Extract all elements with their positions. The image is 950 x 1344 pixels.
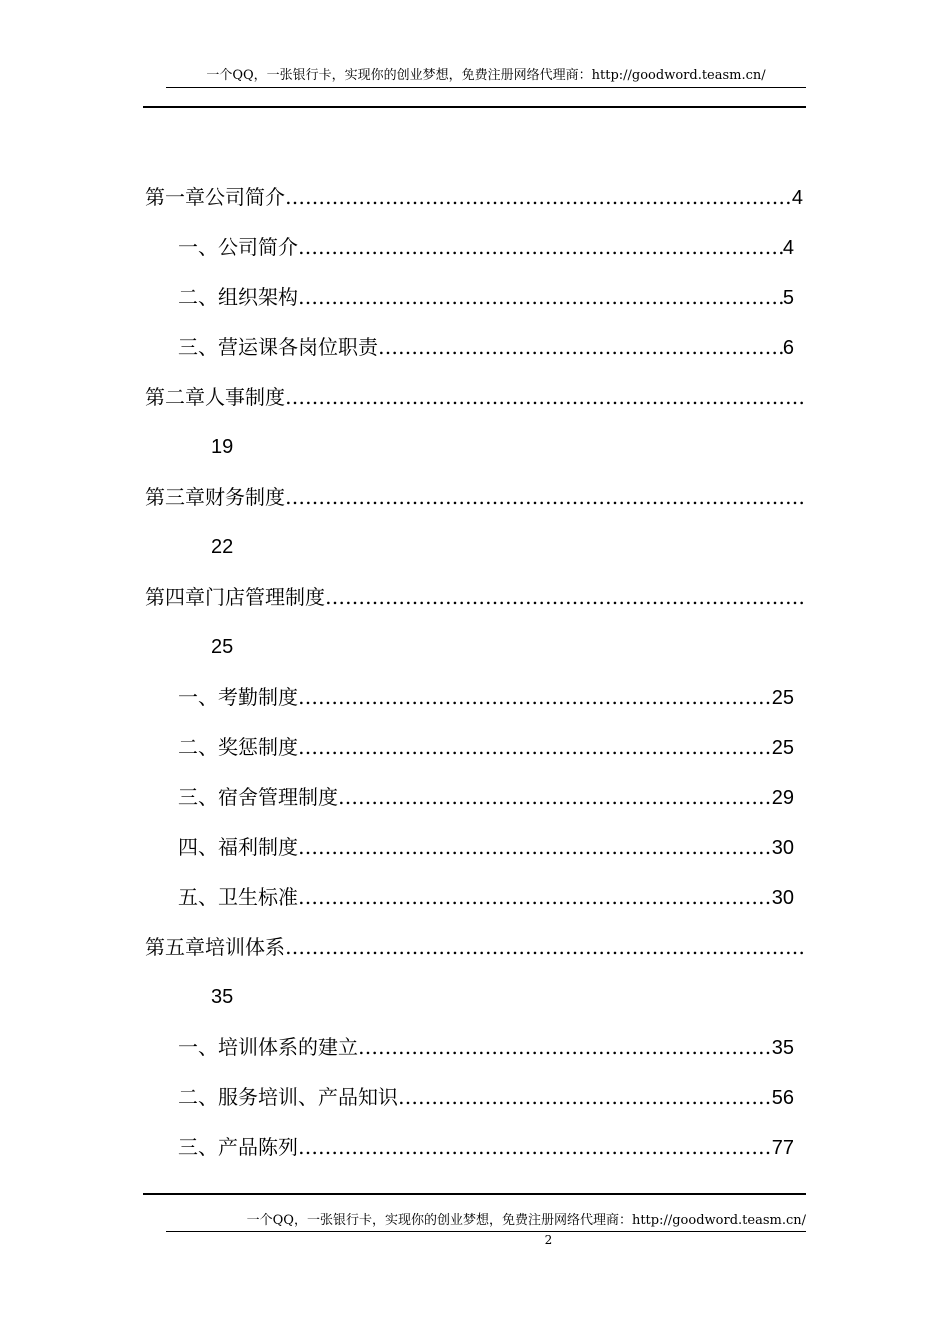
section-label: 三、 [178,335,218,359]
toc-entry-section [178,1083,794,1111]
page-number: 35 [771,1037,794,1059]
toc-entry-section [178,283,794,311]
section-title: 公司简介 [218,235,298,259]
toc-entry-section [178,783,794,811]
section-title: 培训体系的建立 [218,1035,358,1059]
page-number: 25 [211,636,234,658]
page-number: 77 [771,1137,794,1159]
toc-entry-section [178,233,794,261]
page-number: 4 [791,187,803,209]
section-title: 卫生标准 [218,885,298,909]
section-label: 一、 [178,1035,218,1059]
page-number: 29 [771,787,794,809]
dot-leader [285,483,805,511]
section-title: 福利制度 [218,835,298,859]
section-label: 三、 [178,785,218,809]
dot-leader [298,883,772,911]
page-number: 25 [771,687,794,709]
section-label: 二、 [178,1085,218,1109]
section-title: 服务培训、产品知识 [218,1085,398,1109]
dot-leader [298,833,772,861]
section-title: 奖惩制度 [218,735,298,759]
section-title: 组织架构 [218,285,298,309]
page-number: 19 [211,436,234,458]
footer-text: 一个QQ，一张银行卡，实现你的创业梦想，免费注册网络代理商：http://goodword.teasm.cn/ [246,1213,806,1228]
header-text: 一个QQ，一张银行卡，实现你的创业梦想，免费注册网络代理商：http://goodword.teasm.cn/ [206,68,766,83]
toc-entry-chapter-2 [145,383,805,411]
dot-leader [298,233,783,261]
page-number: 30 [771,887,794,909]
dot-leader [338,783,772,811]
toc-entry-section [178,733,794,761]
toc-entry-chapter-5 [145,933,805,961]
toc-entry-section [178,833,794,861]
dot-leader [298,733,772,761]
footer-rule-thick [143,1193,806,1195]
section-label: 三、 [178,1135,218,1159]
section-label: 二、 [178,285,218,309]
footer-rule-thin [166,1231,806,1232]
dot-leader [285,383,805,411]
chapter-title: 公司简介 [205,185,285,209]
dot-leader [298,1133,772,1161]
dot-leader [325,583,805,611]
page-number: 6 [782,337,794,359]
toc-entry-section [178,683,794,711]
page-number: 4 [782,237,794,259]
section-title: 考勤制度 [218,685,298,709]
dot-leader [285,183,792,211]
toc-entry-section [178,883,794,911]
dot-leader [285,933,805,961]
page-number: 22 [211,536,234,558]
section-title: 营运课各岗位职责 [218,335,378,359]
chapter-label: 第二章 [145,385,205,409]
section-label: 一、 [178,685,218,709]
toc-entry-section [178,1033,794,1061]
chapter-title: 人事制度 [205,385,285,409]
toc-entry-chapter-4 [145,583,805,611]
section-label: 四、 [178,835,218,859]
chapter-title: 财务制度 [205,485,285,509]
toc-entry-section [178,1133,794,1161]
page-number: 56 [771,1087,794,1109]
chapter-label: 第三章 [145,485,205,509]
chapter-title: 培训体系 [205,935,285,959]
section-label: 二、 [178,735,218,759]
page-number-footer: 2 [544,1233,553,1247]
section-label: 一、 [178,235,218,259]
dot-leader [298,683,772,711]
section-title: 产品陈列 [218,1135,298,1159]
dot-leader [378,333,783,361]
chapter-label: 第四章 [145,585,205,609]
toc-entry-chapter-3 [145,483,805,511]
toc-entry-chapter-1 [145,183,803,211]
dot-leader [358,1033,772,1061]
section-label: 五、 [178,885,218,909]
page-number: 5 [782,287,794,309]
page-number: 35 [211,986,234,1008]
chapter-label: 第五章 [145,935,205,959]
page-number: 30 [771,837,794,859]
chapter-label: 第一章 [145,185,205,209]
chapter-title: 门店管理制度 [205,585,325,609]
dot-leader [298,283,783,311]
toc-entry-section [178,333,794,361]
dot-leader [398,1083,772,1111]
page-number: 25 [771,737,794,759]
section-title: 宿舍管理制度 [218,785,338,809]
